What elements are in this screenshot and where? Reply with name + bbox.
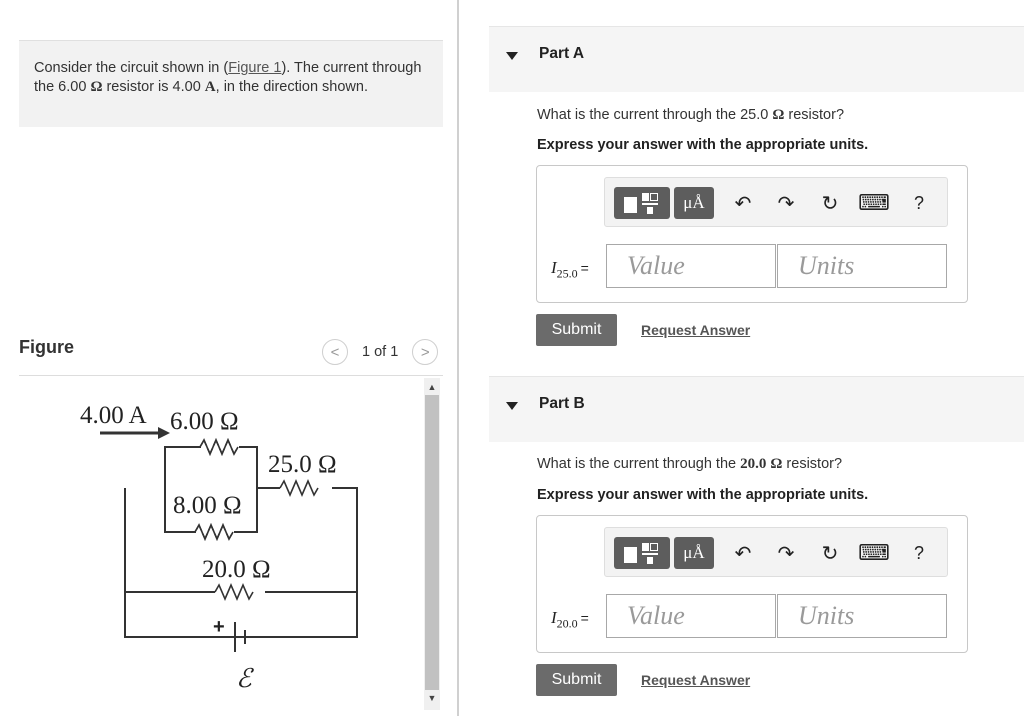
part-b-question-pre: What is the current through the	[537, 456, 741, 472]
label-r6: 6.00 Ω	[170, 408, 239, 435]
collapse-triangle-icon[interactable]	[506, 402, 518, 410]
reset-icon[interactable]: ↻	[821, 192, 839, 215]
label-var: I	[551, 608, 557, 627]
part-b-instruction: Express your answer with the appropriate units.	[537, 487, 869, 503]
part-a-question	[537, 107, 844, 124]
label-var: I	[551, 258, 557, 277]
undo-icon[interactable]: ↶	[734, 192, 752, 215]
label-emf: ℰ	[236, 664, 252, 693]
keyboard-icon[interactable]: ⌨	[858, 540, 890, 565]
units-button[interactable]: μÅ	[674, 187, 714, 219]
label-current: 4.00 A	[80, 402, 147, 429]
part-a-toolbar	[604, 177, 948, 227]
part-a-answer-box	[536, 165, 968, 303]
label-eq: =	[580, 610, 589, 626]
scroll-down-icon[interactable]: ▼	[427, 693, 437, 703]
part-a-header[interactable]	[489, 26, 1024, 92]
next-figure-button[interactable]	[412, 339, 438, 365]
redo-icon[interactable]: ↷	[777, 542, 795, 565]
problem-text-4: , in the direction shown.	[215, 78, 368, 95]
collapse-triangle-icon[interactable]	[506, 52, 518, 60]
ohm-symbol: Ω	[772, 107, 785, 123]
part-b-question-post: resistor?	[782, 456, 843, 472]
scroll-up-icon[interactable]: ▲	[427, 382, 437, 392]
part-b-answer-label	[551, 608, 589, 631]
part-a-answer-label	[551, 258, 589, 281]
keyboard-icon[interactable]: ⌨	[858, 190, 890, 215]
label-plus: +	[213, 616, 225, 638]
part-b-submit-button[interactable]: Submit	[536, 664, 617, 696]
units-button[interactable]: μÅ	[674, 537, 714, 569]
chevron-left-icon: <	[330, 343, 340, 361]
part-b-value-input[interactable]: Value	[606, 594, 776, 638]
part-a-units-input[interactable]: Units	[777, 244, 947, 288]
figure-link[interactable]: Figure 1	[228, 60, 282, 76]
part-b-request-answer-link[interactable]: Request Answer	[641, 672, 751, 688]
part-b-title: Part B	[539, 395, 585, 412]
figure-pager	[322, 338, 438, 366]
label-r20: 20.0 Ω	[202, 556, 271, 583]
pager-text: 1 of 1	[362, 344, 399, 360]
problem-text-1: Consider the circuit shown in (	[34, 60, 229, 76]
part-b-question	[537, 456, 842, 473]
label-r25: 25.0 Ω	[268, 451, 337, 478]
part-b-units-input[interactable]: Units	[777, 594, 947, 638]
part-a-submit-button[interactable]: Submit	[536, 314, 617, 346]
resistor-25	[280, 481, 318, 495]
reset-icon[interactable]: ↻	[821, 542, 839, 565]
circuit-diagram	[70, 395, 370, 695]
part-b-answer-box	[536, 515, 968, 653]
label-sub: 20.0	[556, 616, 578, 631]
resistor-20	[215, 585, 253, 599]
problem-text-3: resistor is 4.00	[102, 78, 205, 95]
pane-divider[interactable]	[457, 0, 459, 716]
help-icon[interactable]: ?	[913, 192, 924, 213]
left-pane	[0, 0, 458, 716]
ohm-symbol: Ω	[90, 78, 103, 95]
part-b-header[interactable]	[489, 376, 1024, 442]
part-a-question-post: resistor?	[784, 107, 845, 123]
amp-symbol: A	[204, 78, 216, 95]
label-eq: =	[580, 260, 589, 276]
help-icon[interactable]: ?	[913, 542, 924, 563]
figure-title: Figure	[19, 337, 75, 357]
label-sub: 25.0	[556, 266, 578, 281]
part-b-question-num: 20.0	[740, 456, 767, 472]
part-a-question-pre: What is the current through the 25.0	[537, 107, 773, 123]
figure-divider	[19, 375, 443, 376]
part-b-toolbar	[604, 527, 948, 577]
ohm-symbol: Ω	[770, 456, 783, 472]
part-a-instruction: Express your answer with the appropriate units.	[537, 137, 869, 153]
label-r8: 8.00 Ω	[173, 492, 242, 519]
prev-figure-button[interactable]	[322, 339, 348, 365]
part-a-value-input[interactable]: Value	[606, 244, 776, 288]
templates-button[interactable]	[614, 537, 670, 569]
problem-text-2: ). The current through the 6.00	[34, 60, 422, 95]
current-arrow-icon	[158, 427, 170, 439]
figure-scrollbar-thumb[interactable]	[425, 395, 439, 690]
templates-button[interactable]	[614, 187, 670, 219]
chevron-right-icon: >	[420, 343, 430, 361]
part-a-request-answer-link[interactable]: Request Answer	[641, 322, 751, 338]
problem-statement	[19, 40, 443, 127]
undo-icon[interactable]: ↶	[734, 542, 752, 565]
part-a-title: Part A	[539, 45, 585, 62]
inner-loop-wire	[165, 447, 257, 532]
redo-icon[interactable]: ↷	[777, 192, 795, 215]
